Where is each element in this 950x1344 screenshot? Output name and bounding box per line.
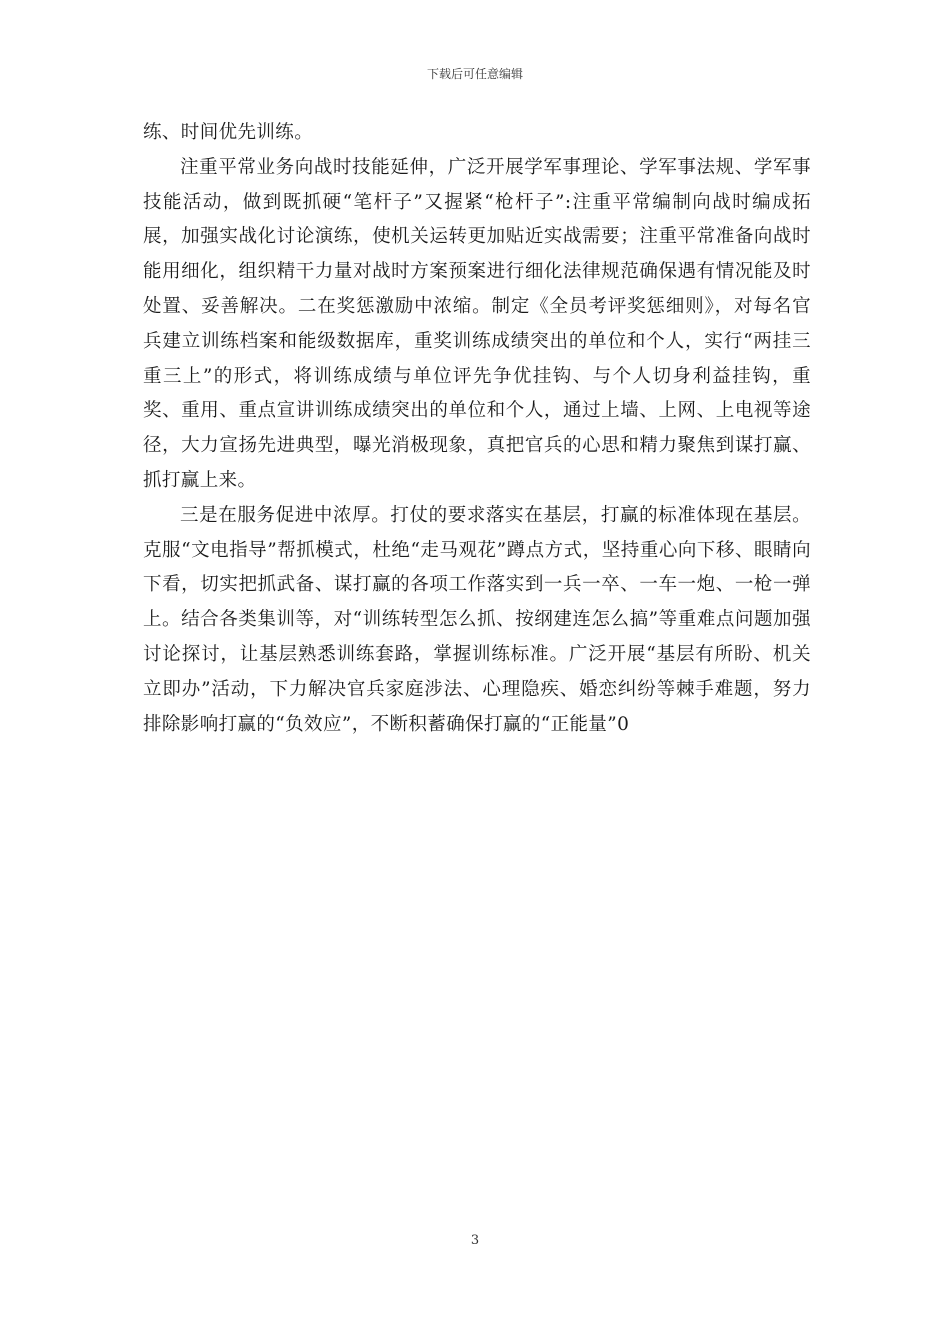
page-header: 下载后可任意编辑 — [426, 67, 523, 81]
paragraph-training-extension: 注重平常业务向战时技能延伸，广泛开展学军事理论、学军事法规、学军事技能活动，做到既抓硬“笔杆子”又握紧“枪杆子”:注重平常编制向战时编成拓展，加强实战化讨论演练，使机关运转更加贴近实战需要；注重平常准备向战时能用细化，组织精干力量对战时方案预案进行细化法律规范确保遇有情况能及时处置、妥善解决。二在奖惩激励中浓缩。制定《全员考评奖惩细则》，对每名官兵建立训练档案和能级数据库，重奖训练成绩突出的单位和个人，实行“两挂三重三上”的形式，将训练成绩与单位评先争优挂钩、与个人切身利益挂钩，重奖、重用、重点宣讲训练成绩突出的单位和个人，通过上墙、上网、上电视等途径，大力宣扬先进典型，曝光消极现象，真把官兵的心思和精力聚焦到谋打赢、抓打赢上来。 — [143, 156, 811, 491]
page-number: 3 — [470, 1233, 480, 1248]
paragraph-continuation: 练、时间优先训练。 — [143, 122, 314, 143]
paragraph-service-promotion: 三是在服务促进中浓厚。打仗的要求落实在基层，打赢的标准体现在基层。克服“文电指导”帮抓模式，杜绝“走马观花”蹲点方式，坚持重心向下移、眼睛向下看，切实把抓武备、谋打赢的各项工作落实到一兵一卒、一车一炮、一枪一弹上。结合各类集训等，对“训练转型怎么抓、按纲建连怎么搞”等重难点问题加强讨论探讨，让基层熟悉训练套路，掌握训练标准。广泛开展“基层有所盼、机关立即办”活动，下力解决官兵家庭涉法、心理隐疾、婚恋纠纷等棘手难题，努力排除影响打赢的“负效应”，不断积蓄确保打赢的“正能量”0 — [143, 504, 811, 735]
document-body — [143, 116, 811, 742]
